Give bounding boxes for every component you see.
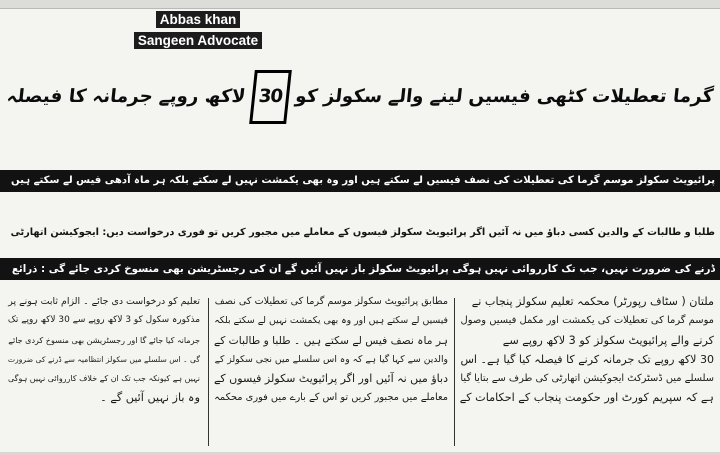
clipping-top-strip <box>0 0 720 9</box>
column-line: ہے کہ سپریم کورٹ اور حکومت پنجاب کے احکامات کے <box>459 391 714 405</box>
column-line: معاملے میں مجبور کریں تو اس کے بارے میں فوری محکمہ <box>214 392 448 404</box>
headline-part2: لاکھ روپے جرمانہ کا فیصلہ <box>5 86 247 107</box>
column-line: وہ باز نہیں آئیں گے ۔ <box>100 391 200 405</box>
column-line: مذکورہ سکول کو 3 لاکھ روپے سے 30 لاکھ روپے تک <box>7 315 200 326</box>
notice-paragraph: طلبا و طالبات کے والدین کسی دباؤ میں نہ آئیں اگر پرائیویٹ سکولز فیسوں کے معاملے میں مجبور کریں تو فوری درخواست دیں: ایجوکیشن اتھارٹی <box>10 227 715 238</box>
column-right <box>458 292 714 408</box>
column-line: نہیں ہے کیونکہ جب تک ان کے خلاف کارروائی نہیں ہوگی <box>8 374 200 384</box>
column-rule <box>454 298 455 446</box>
headline-text <box>0 46 720 148</box>
watermark-title: Sangeen Advocate <box>134 32 262 49</box>
headline <box>0 46 720 148</box>
article-columns <box>0 292 720 452</box>
headline-part1: گرما تعطیلات کٹھی فیسیں لینے والے سکولز کو <box>294 86 715 107</box>
column-line: مطابق پرائیویٹ سکولز موسم گرما کی تعطیلات کی نصف <box>214 296 448 307</box>
warning-bar: ڈرنے کی ضرورت نہیں، جب تک کارروائی نہیں ہوگی پرائیویٹ سکولز باز نہیں آئیں گے ان کی رجسٹریشن بھی منسوخ کردی جائے گی : ذرائع <box>0 258 720 280</box>
column-rule <box>208 298 209 446</box>
column-line: ملتان ( سٹاف رپورٹر) محکمہ تعلیم سکولز پنجاب نے <box>471 295 714 308</box>
column-middle <box>212 292 448 408</box>
column-line: دباؤ میں نہ آئیں اور اگر پرائیویٹ سکولز فیسوں کے <box>213 372 448 386</box>
headline-number: 30 <box>249 70 292 124</box>
column-line: گی ۔ اس سلسلے میں سکولز انتظامیہ سے ڈرنے کی ضرورت <box>7 354 200 364</box>
column-line: ہر ماہ نصف فیس لے سکتے ہیں ۔ طلبا و طالبات کے <box>213 333 448 347</box>
column-line: موسم گرما کی تعطیلات کی یکمشت اور مکمل فیسیں وصول <box>460 315 714 327</box>
watermark-name: Abbas khan <box>156 11 241 28</box>
column-left <box>6 292 200 408</box>
column-line: جرمانہ کیا جائے گا اور رجسٹریشن بھی منسوخ کردی جائے <box>8 335 200 345</box>
column-line: کرنے والے پرائیویٹ سکولز کو 3 لاکھ روپے سے <box>502 333 714 347</box>
watermark <box>124 9 272 51</box>
column-line: والدین سے کہا گیا ہے کہ وہ اس سلسلے میں نجی سکولز کے <box>214 353 448 365</box>
column-line: 30 لاکھ روپے تک جرمانہ کرنے کا فیصلہ کیا گیا ہے۔ اس <box>460 352 714 366</box>
subheading-bar: پرائیویٹ سکولز موسم گرما کی تعطیلات کی نصف فیسیں لے سکتے ہیں اور وہ بھی یکمشت نہیں لے سکتے بلکہ ہر ماہ آدھی فیس لے سکتے ہیں <box>0 170 720 192</box>
column-line: سلسلے میں ڈسٹرکٹ ایجوکیشن اتھارٹی کی طرف سے بتایا گیا <box>460 373 714 385</box>
column-line: فیسیں لے سکتے ہیں اور وہ بھی یکمشت نہیں لے سکتے بلکہ <box>214 315 448 327</box>
column-line: تعلیم کو درخواست دی جائے ۔ الزام ثابت ہونے پر <box>8 296 200 307</box>
